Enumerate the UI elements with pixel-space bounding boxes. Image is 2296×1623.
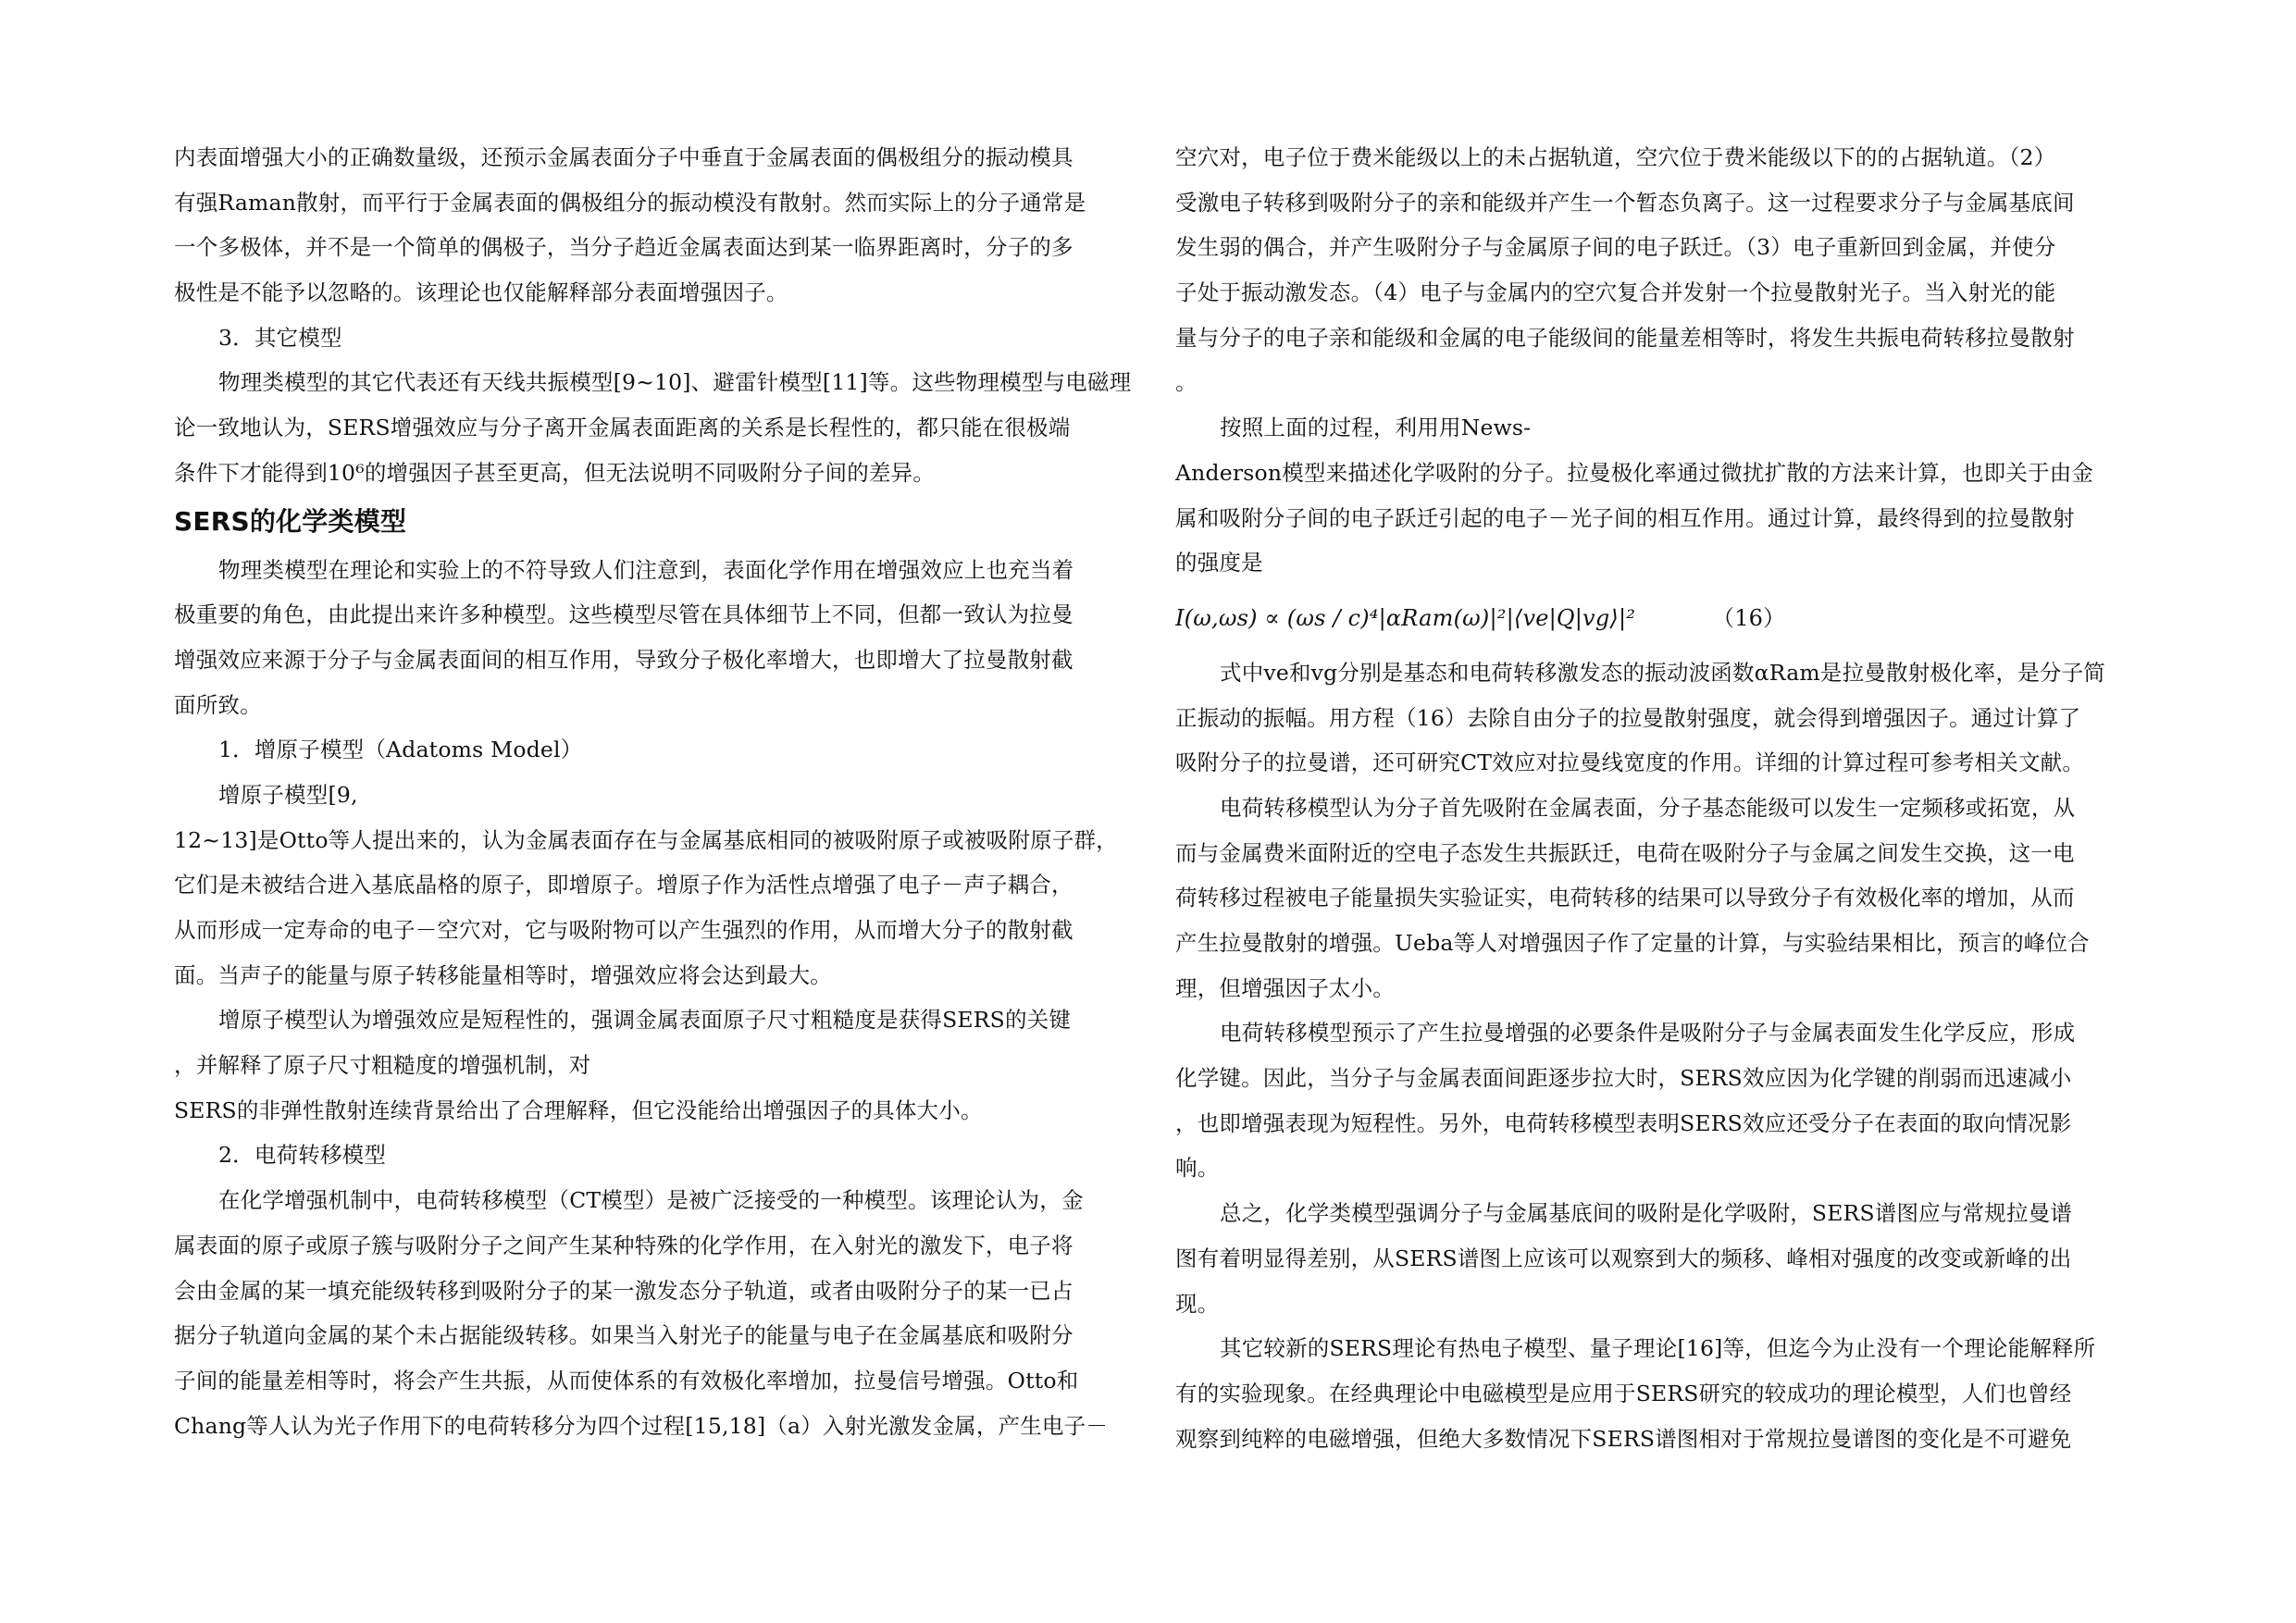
text-line: 化学键。因此，当分子与金属表面间距逐步拉大时，SERS效应因为化学键的削弱而迅速减小: [1175, 1065, 2072, 1092]
text-line: 论一致地认为，SERS增强效应与分子离开金属表面距离的关系是长程性的，都只能在很极端: [174, 415, 1071, 441]
text-line: 增原子模型[9,: [218, 781, 358, 808]
text-line: 空穴对，电子位于费米能级以上的未占据轨道，空穴位于费米能级以下的的占据轨道。（2）: [1175, 144, 2056, 170]
right-column: [1175, 135, 2140, 1461]
text-line: 面所致。: [174, 691, 262, 718]
text-line: 1．增原子模型（Adatoms Model）: [218, 737, 583, 763]
text-line: 量与分子的电子亲和能级和金属的电子能级间的能量差相等时，将发生共振电荷转移拉曼散射: [1175, 324, 2075, 351]
text-line: 增原子模型认为增强效应是短程性的，强调金属表面原子尺寸粗糙度是获得SERS的关键: [218, 1007, 1072, 1034]
text-line: 属和吸附分子间的电子跃迁引起的电子－光子间的相互作用。通过计算，最终得到的拉曼散射: [1175, 504, 2075, 531]
text-line: 而与金属费米面附近的空电子态发生共振跃迁，电荷在吸附分子与金属之间发生交换，这一电: [1175, 839, 2075, 866]
text-line: 条件下才能得到10⁶的增强因子甚至更高，但无法说明不同吸附分子间的差异。: [174, 459, 936, 486]
text-line: Chang等人认为光子作用下的电荷转移分为四个过程[15,18]（a）入射光激发金属，产生电子－: [174, 1412, 1109, 1439]
text-line: ，也即增强表现为短程性。另外，电荷转移模型表明SERS效应还受分子在表面的取向情况影: [1175, 1109, 2072, 1136]
text-line: 有强Raman散射，而平行于金属表面的偶极组分的振动模没有散射。然而实际上的分子通常是: [174, 189, 1086, 216]
text-line: 子间的能量差相等时，将会产生共振，从而使体系的有效极化率增加，拉曼信号增强。Otto和: [174, 1367, 1079, 1394]
text-line: 电荷转移模型认为分子首先吸附在金属表面，分子基态能级可以发生一定频移或拓宽，从: [1220, 794, 2076, 821]
text-line: Anderson模型来描述化学吸附的分子。拉曼极化率通过微扰扩散的方法来计算，也即关于由金: [1175, 459, 2094, 486]
text-line: 在化学增强机制中，电荷转移模型（CT模型）是被广泛接受的一种模型。该理论认为，金: [218, 1187, 1084, 1214]
text-line: 其它较新的SERS理论有热电子模型、量子理论[16]等，但迄今为止没有一个理论能解释所: [1220, 1335, 2096, 1362]
text-line: 2．电荷转移模型: [218, 1142, 387, 1169]
text-line: 据分子轨道向金属的某个未占据能级转移。如果当入射光子的能量与电子在金属基底和吸附分: [174, 1322, 1074, 1349]
text-line: 12~13]是Otto等人提出来的，认为金属表面存在与金属基底相同的被吸附原子或被吸附原子群，: [174, 826, 1118, 853]
text-line: 一个多极体，并不是一个简单的偶极子，当分子趋近金属表面达到某一临界距离时，分子的多: [174, 234, 1074, 261]
text-line: 内表面增强大小的正确数量级，还预示金属表面分子中垂直于金属表面的偶极组分的振动模具: [174, 144, 1074, 170]
text-line: 吸附分子的拉曼谱，还可研究CT效应对拉曼线宽度的作用。详细的计算过程可参考相关文献。: [1175, 750, 2085, 776]
text-line: 受激电子转移到吸附分子的亲和能级并产生一个暂态负离子。这一过程要求分子与金属基底间: [1175, 189, 2075, 216]
text-line: 极重要的角色，由此提出来许多种模型。这些模型尽管在具体细节上不同，但都一致认为拉曼: [174, 601, 1074, 628]
text-line: 发生弱的偶合，并产生吸附分子与金属原子间的电子跃迁。（3）电子重新回到金属，并使分: [1175, 234, 2056, 261]
text-line: 。: [1175, 369, 1198, 396]
section-heading: SERS的化学类模型: [174, 505, 407, 537]
text-line: 电荷转移模型预示了产生拉曼增强的必要条件是吸附分子与金属表面发生化学反应，形成: [1220, 1020, 2076, 1047]
text-line: 正振动的振幅。用方程（16）去除自由分子的拉曼散射强度，就会得到增强因子。通过计算了: [1175, 704, 2081, 731]
text-line: 图有着明显得差别，从SERS谱图上应该可以观察到大的频移、峰相对强度的改变或新峰的出: [1175, 1245, 2072, 1271]
text-line: 有的实验现象。在经典理论中电磁模型是应用于SERS研究的较成功的理论模型，人们也曾经: [1175, 1380, 2072, 1406]
text-line: 理，但增强因子太小。: [1175, 974, 1395, 1001]
text-line: 它们是未被结合进入基底晶格的原子，即增原子。增原子作为活性点增强了电子－声子耦合，: [174, 872, 1074, 898]
text-line: 物理类模型在理论和实验上的不符导致人们注意到，表面化学作用在增强效应上也充当着: [218, 556, 1074, 583]
text-line: 从而形成一定寿命的电子－空穴对，它与吸附物可以产生强烈的作用，从而增大分子的散射截: [174, 917, 1074, 943]
equation: [1175, 586, 2140, 650]
text-line: 3．其它模型: [218, 324, 342, 351]
text-line: 荷转移过程被电子能量损失实验证实，电荷转移的结果可以导致分子有效极化率的增加，从而: [1175, 885, 2075, 911]
text-line: 增强效应来源于分子与金属表面间的相互作用，导致分子极化率增大，也即增大了拉曼散射截: [174, 646, 1074, 673]
text-line: 子处于振动激发态。（4）电子与金属内的空穴复合并发射一个拉曼散射光子。当入射光的能: [1175, 279, 2056, 306]
text-line: SERS的非弹性散射连续背景给出了合理解释，但它没能给出增强因子的具体大小。: [174, 1096, 983, 1123]
text-line: ，并解释了原子尺寸粗糙度的增强机制，对: [174, 1052, 591, 1079]
text-line: 式中ve和vg分别是基态和电荷转移激发态的振动波函数αRam是拉曼散射极化率，是分子简: [1220, 659, 2105, 686]
text-line: 现。: [1175, 1290, 1220, 1317]
text-line: 观察到纯粹的电磁增强，但绝大多数情况下SERS谱图相对于常规拉曼谱图的变化是不可避免: [1175, 1425, 2072, 1452]
text-line: 属表面的原子或原子簇与吸附分子之间产生某种特殊的化学作用，在入射光的激发下，电子将: [174, 1232, 1074, 1258]
left-column: [174, 135, 1136, 1448]
equation-text: I(ω,ωs) ∝ (ωs / c)⁴|αRam(ω)|²|⟨ve|Q|vg⟩|²: [1175, 604, 1636, 631]
text-line: 总之，化学类模型强调分子与金属基底间的吸附是化学吸附，SERS谱图应与常规拉曼谱: [1220, 1200, 2073, 1227]
text-line: 按照上面的过程，利用用News-: [1220, 415, 1532, 441]
text-line: 产生拉曼散射的增强。Ueba等人对增强因子作了定量的计算，与实验结果相比，预言的峰位合: [1175, 930, 2090, 956]
text-line: 响。: [1175, 1155, 1220, 1182]
text-line: 面。当声子的能量与原子转移能量相等时，增强效应将会达到最大。: [174, 961, 832, 988]
text-line: 的强度是: [1175, 550, 1263, 576]
text-line: 物理类模型的其它代表还有天线共振模型[9~10]、避雷针模型[11]等。这些物理模型与电磁理: [218, 369, 1132, 396]
text-line: 会由金属的某一填充能级转移到吸附分子的某一激发态分子轨道，或者由吸附分子的某一已占: [174, 1277, 1074, 1304]
equation-number: （16）: [1712, 604, 1786, 631]
text-line: 极性是不能予以忽略的。该理论也仅能解释部分表面增强因子。: [174, 279, 788, 306]
